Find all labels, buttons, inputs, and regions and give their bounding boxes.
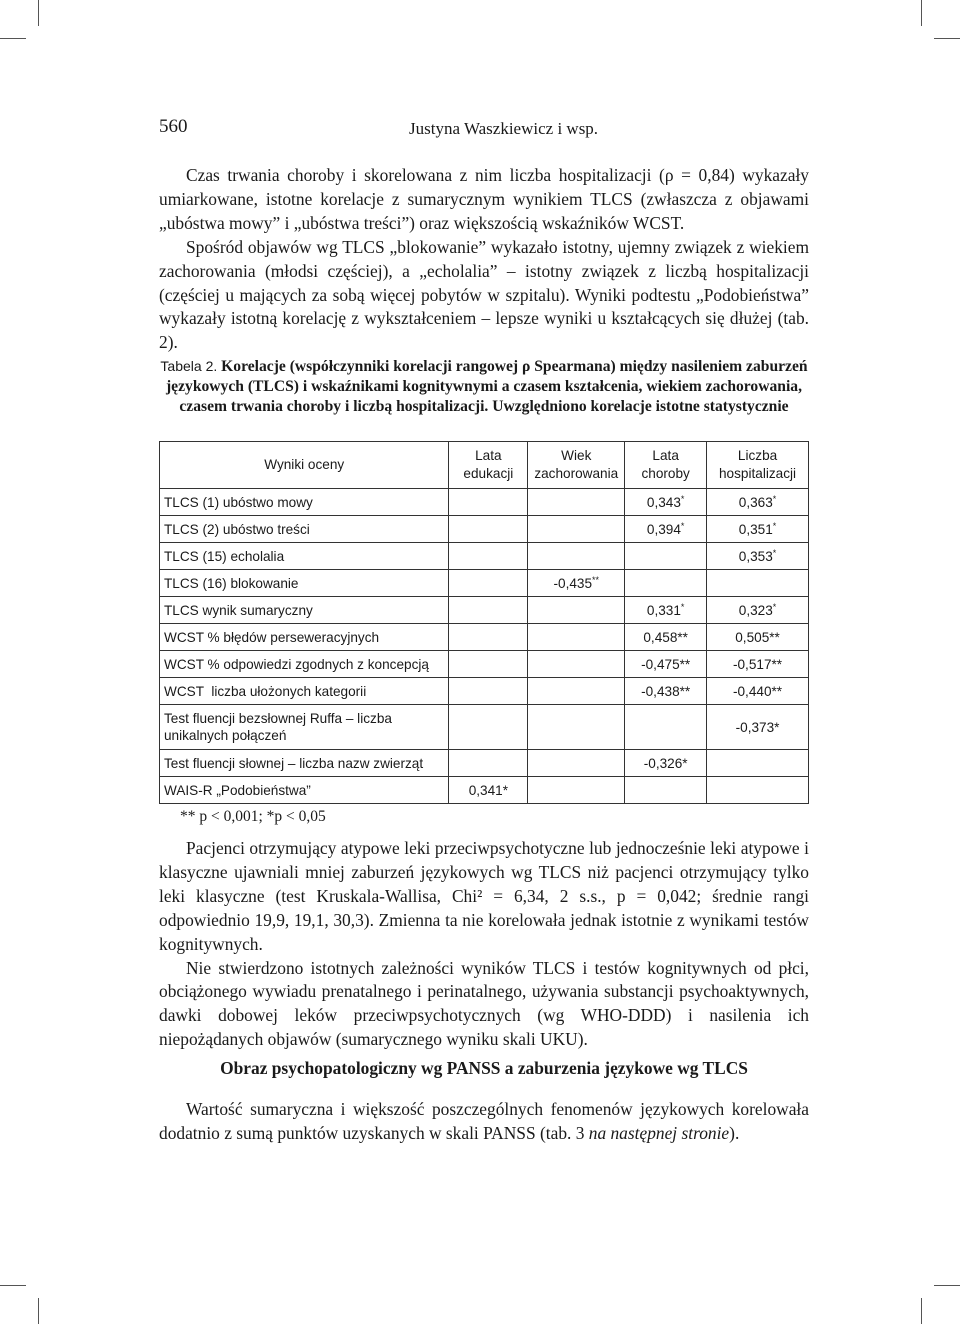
paragraph: Pacjenci otrzymujący atypowe leki przeciwpsychotyczne lub jednocześnie leki atypowe i klasyczne ujawniali mniej zaburzeń językowych wg TLCS niż pacjenci otrzymujący tylko leki klasyczne (test Kruskala-Wallisa, Chi² = 6,34, 2 s.s., p = 0,042; średnie rangi odpowiednio 19,9, 19,1, 30,3). Zmienna ta nie korelowała jednak istotnie z wynikami testów kognitywnych. [159,838,809,954]
cell [625,705,707,750]
cell [449,651,528,678]
row-label: TLCS (16) blokowanie [160,570,449,597]
running-head: Justyna Waszkiewicz i wsp. [409,119,599,138]
table-row [160,597,809,624]
row-label: WCST liczba ułożonych kategorii [160,678,449,705]
cell [528,597,625,624]
column-header: Lata edukacji [449,442,528,489]
cell [449,597,528,624]
cell [625,777,707,804]
table-row [160,570,809,597]
cell [449,489,528,516]
cell [449,624,528,651]
row-label: WAIS-R „Podobieństwa” [160,777,449,804]
cell: 0,458** [625,624,707,651]
cell [528,489,625,516]
cell: 0,394* [625,516,707,543]
cell [707,570,809,597]
cell: -0,475** [625,651,707,678]
cell [528,516,625,543]
cell: 0,353* [707,543,809,570]
table-row [160,516,809,543]
cell [449,543,528,570]
cell: 0,341* [449,777,528,804]
cell: 0,323* [707,597,809,624]
cell: -0,326* [625,750,707,777]
cell [449,750,528,777]
table-row [160,651,809,678]
paragraph: Wartość sumaryczna i większość poszczególnych fenomenów językowych korelowała dodatnio z sumą punktów uzyskanych w skali PANSS (tab. 3 na następnej stronie). [159,1099,809,1143]
correlation-table [159,441,809,804]
table-row [160,489,809,516]
cell: 0,351* [707,516,809,543]
row-label: TLCS (1) ubóstwo mowy [160,489,449,516]
cell: -0,517** [707,651,809,678]
cell [528,678,625,705]
body-text-bottom [159,837,809,1052]
table-row [160,750,809,777]
row-label: WCST % błędów perseweracyjnych [160,624,449,651]
row-label: Test fluencji bezsłownej Ruffa – liczba unikalnych połączeń [160,705,449,750]
table-row [160,543,809,570]
table-caption [159,356,809,417]
column-header: Liczba hospitalizacji [707,442,809,489]
section-heading: Obraz psychopatologiczny wg PANSS a zaburzenia językowe wg TLCS [220,1058,748,1078]
cell [625,543,707,570]
table-label: Tabela 2. [160,358,218,374]
cell: 0,505** [707,624,809,651]
cell [528,624,625,651]
cell [449,570,528,597]
cell: 0,343* [625,489,707,516]
row-label: TLCS (15) echolalia [160,543,449,570]
body-text-final [159,1098,809,1146]
cell [528,543,625,570]
crop-mark [934,38,960,39]
table-caption-text: Korelacje (współczynniki korelacji rangowej ρ Spearmana) między nasileniem zaburzeń językowych (TLCS) i wskaźnikami kognitywnymi a czasem kształcenia, wiekiem zachorowania, czasem trwania choroby i liczbą hospitalizacji. Uwzględniono korelacje istotne statystycznie [165,358,808,415]
table-header-row [160,442,809,489]
table-row [160,624,809,651]
cell [528,777,625,804]
table-row [160,777,809,804]
column-header: Wiek zachorowania [528,442,625,489]
crop-mark [38,1298,39,1324]
row-label: Test fluencji słownej – liczba nazw zwierząt [160,750,449,777]
row-label: TLCS wynik sumaryczny [160,597,449,624]
row-label: WCST % odpowiedzi zgodnych z koncepcją [160,651,449,678]
column-header: Lata choroby [625,442,707,489]
italic-reference: na następnej stronie [588,1122,730,1143]
crop-mark [921,0,922,26]
cell: -0,438** [625,678,707,705]
cell [625,570,707,597]
significance-legend: ** p < 0,001; *p < 0,05 [180,808,326,825]
cell [528,705,625,750]
paragraph: Nie stwierdzono istotnych zależności wyników TLCS i testów kognitywnych od płci, obciążonego wywiadu prenatalnego i perinatalnego, używania substancji psychoaktywnych, dawki dobowej leków przeciwpsychotycznych (wg WHO-DDD) i nasilenia ich niepożądanych objawów (sumarycznego wyniku skali UKU). [159,957,809,1050]
cell [707,777,809,804]
column-header: Wyniki oceny [160,442,449,489]
crop-mark [934,1285,960,1286]
cell [707,750,809,777]
cell: 0,363* [707,489,809,516]
paragraph: Spośród objawów wg TLCS „blokowanie” wykazało istotny, ujemny związek z wiekiem zachorowania (młodsi częściej), a „echolalia” – istotny związek z liczbą hospitalizacji (częściej u mających za sobą więcej pobytów w szpitalu). Wyniki podtestu „Podobieństwa” wykazały istotną korelację z wykształceniem – lepsze wyniki u kształcących się dłużej (tab. 2). [159,236,809,353]
page-number: 560 [159,116,188,137]
crop-mark [921,1298,922,1324]
cell [528,750,625,777]
cell: -0,435** [528,570,625,597]
table-row [160,678,809,705]
crop-mark [38,0,39,26]
cell [449,678,528,705]
row-label: TLCS (2) ubóstwo treści [160,516,449,543]
paragraph: Czas trwania choroby i skorelowana z nim liczba hospitalizacji (ρ = 0,84) wykazały umiarkowane, istotne korelacje z sumarycznym wynikiem TLCS (zwłaszcza z objawami „ubóstwa mowy” i „ubóstwa treści”) oraz większością wskaźników WCST. [159,165,809,233]
table-row [160,705,809,750]
crop-mark [0,1285,26,1286]
cell: -0,373* [707,705,809,750]
body-text-top [159,164,809,355]
cell [528,651,625,678]
crop-mark [0,38,26,39]
cell [449,705,528,750]
cell [449,516,528,543]
cell: -0,440** [707,678,809,705]
cell: 0,331* [625,597,707,624]
